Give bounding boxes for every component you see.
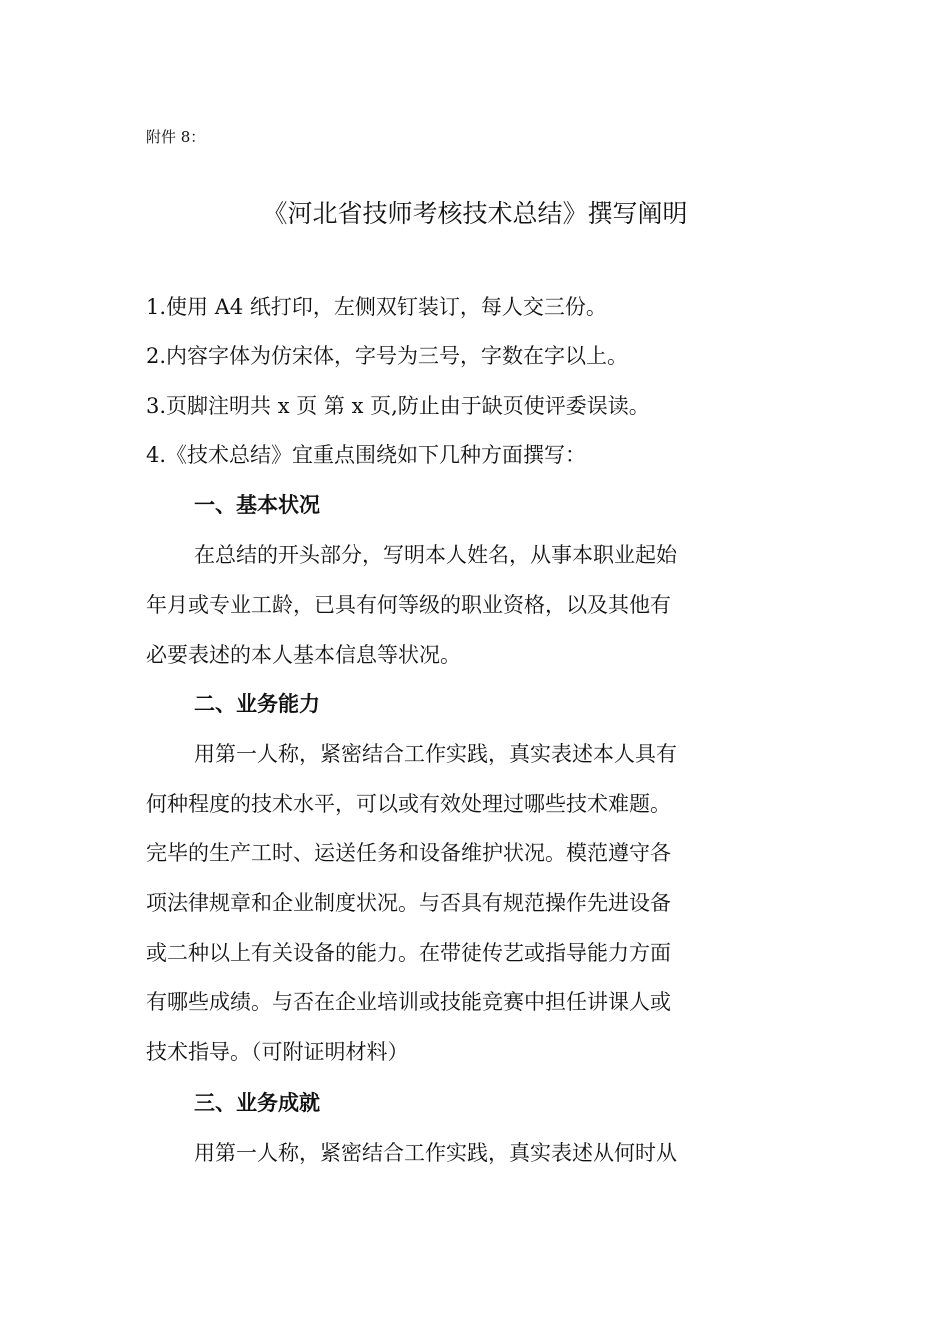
instruction-item-3: 3.页脚注明共 x 页 第 x 页,防止由于缺页使评委误读。: [146, 394, 650, 418]
paragraph-line: 项法律规章和企业制度状况。与否具有规范操作先进设备: [146, 891, 671, 915]
section-heading-basic: 一、基本状况: [194, 493, 320, 517]
attachment-label: 附件 8：: [146, 128, 206, 146]
paragraph-line: 何种程度的技术水平，可以或有效处理过哪些技术难题。: [146, 792, 671, 816]
paragraph-line: 必要表述的本人基本信息等状况。: [146, 643, 461, 667]
paragraph-line: 用第一人称，紧密结合工作实践，真实表述本人具有: [194, 742, 677, 766]
paragraph-line: 在总结的开头部分，写明本人姓名，从事本职业起始: [194, 543, 677, 567]
document-title: 《河北省技师考核技术总结》撰写阐明: [262, 199, 688, 228]
section-heading-ability: 二、业务能力: [194, 692, 320, 716]
instruction-item-4: 4.《技术总结》宜重点围绕如下几种方面撰写：: [146, 443, 587, 467]
instruction-item-1: 1.使用 A4 纸打印，左侧双钉装订，每人交三份。: [146, 295, 607, 319]
paragraph-line: 年月或专业工龄，已具有何等级的职业资格，以及其他有: [146, 593, 671, 617]
paragraph-line: 技术指导。（可附证明材料）: [146, 1040, 409, 1064]
paragraph-line: 用第一人称，紧密结合工作实践，真实表述从何时从: [194, 1141, 677, 1165]
paragraph-line: 完毕的生产工时、运送任务和设备维护状况。模范遵守各: [146, 841, 671, 865]
paragraph-line: 有哪些成绩。与否在企业培训或技能竞赛中担任讲课人或: [146, 990, 671, 1014]
instruction-item-2: 2.内容字体为仿宋体，字号为三号，字数在字以上。: [146, 344, 629, 368]
paragraph-line: 或二种以上有关设备的能力。在带徒传艺或指导能力方面: [146, 941, 671, 965]
section-heading-achievement: 三、业务成就: [194, 1091, 320, 1115]
